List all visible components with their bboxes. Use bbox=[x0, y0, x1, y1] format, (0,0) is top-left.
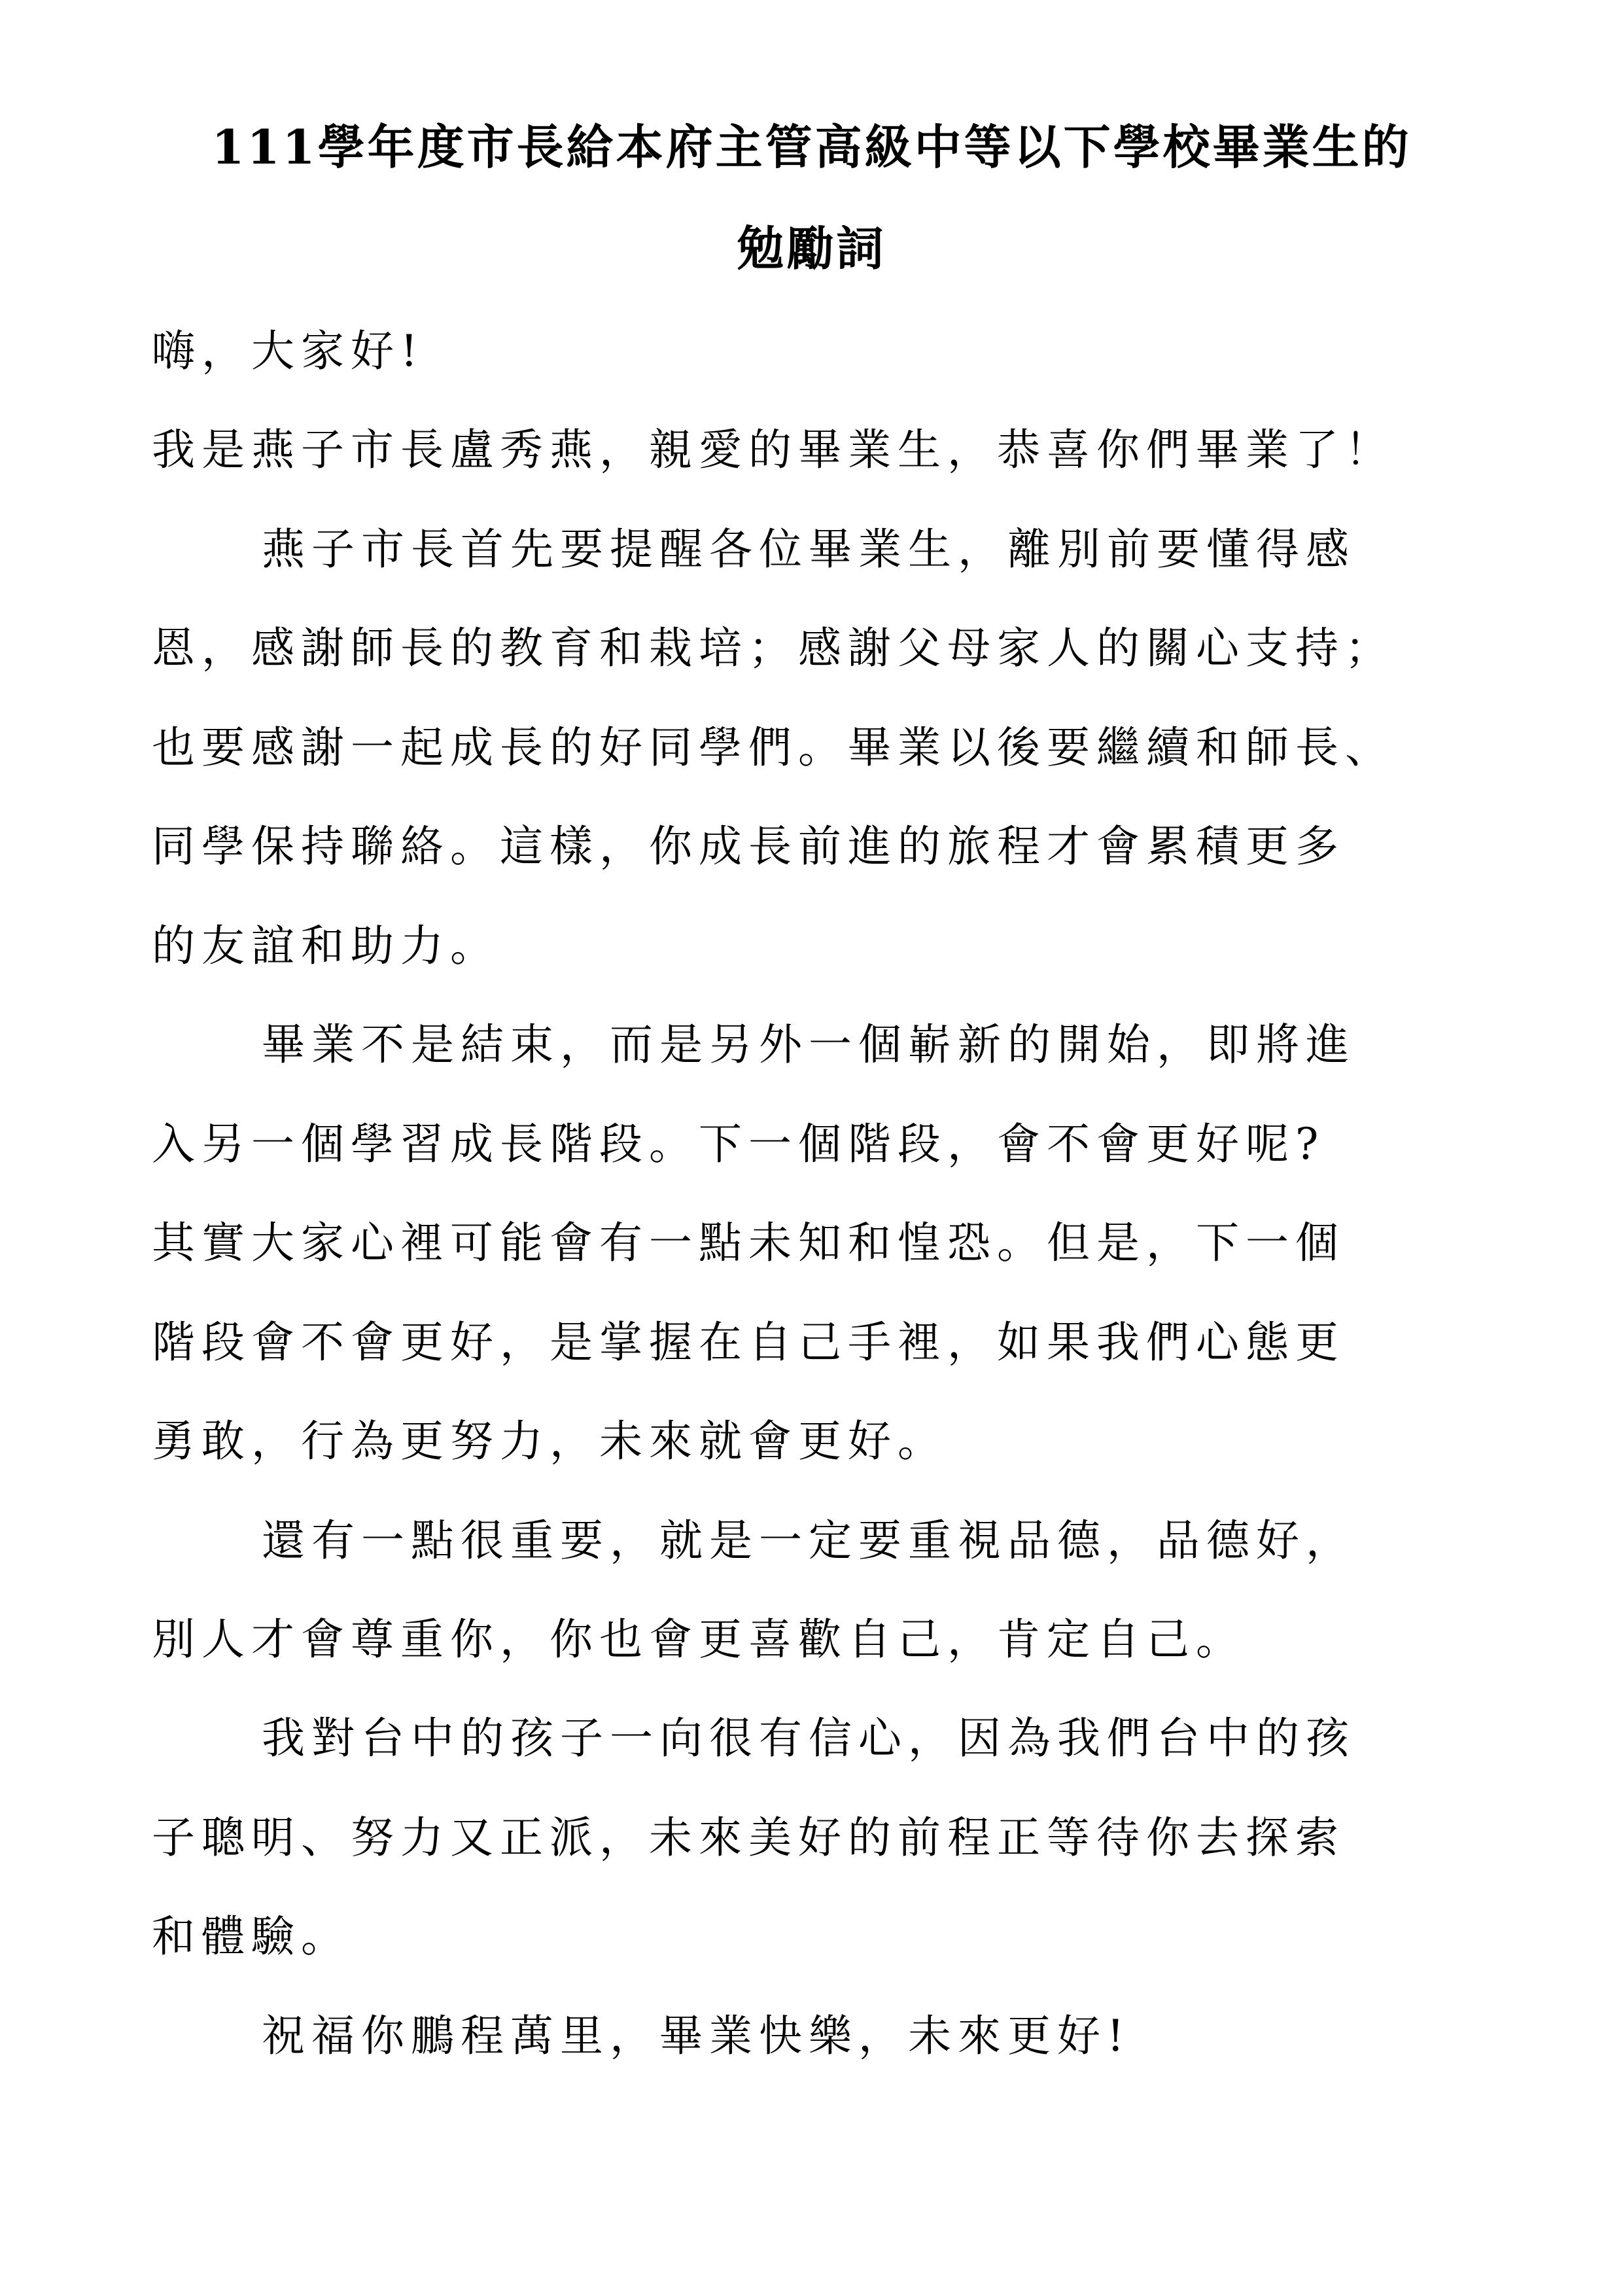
greeting-line: 嗨，大家好! bbox=[152, 326, 425, 376]
paragraph-2-line-5: 勇敢，行為更努力，未來就會更好。 bbox=[152, 1416, 947, 1466]
paragraph-2-line-4: 階段會不會更好，是掌握在自己手裡，如果我們心態更 bbox=[152, 1317, 1345, 1368]
paragraph-1-line-4: 同學保持聯絡。這樣，你成長前進的旅程才會累積更多 bbox=[152, 821, 1345, 872]
paragraph-2-line-2: 入另一個學習成長階段。下一個階段，會不會更好呢? bbox=[152, 1119, 1325, 1169]
paragraph-1-line-5: 的友誼和助力。 bbox=[152, 921, 500, 971]
page-title-line-1: 111學年度市長給本府主管高級中等以下學校畢業生的 bbox=[211, 119, 1412, 175]
paragraph-4-line-2: 子聰明、努力又正派，未來美好的前程正等待你去探索 bbox=[152, 1812, 1345, 1863]
paragraph-2-line-3: 其實大家心裡可能會有一點未知和惶恐。但是，下一個 bbox=[152, 1218, 1345, 1268]
paragraph-3-line-2: 別人才會尊重你，你也會更喜歡自己，肯定自己。 bbox=[152, 1614, 1246, 1665]
paragraph-1-line-2: 恩，感謝師長的教育和栽培；感謝父母家人的關心支持； bbox=[152, 623, 1395, 673]
paragraph-3-line-1: 還有一點很重要，就是一定要重視品德，品德好， bbox=[262, 1515, 1355, 1566]
paragraph-4-line-3: 和體驗。 bbox=[152, 1911, 351, 1962]
paragraph-1-line-3: 也要感謝一起成長的好同學們。畢業以後要繼續和師長、 bbox=[152, 722, 1395, 773]
paragraph-2-line-1: 畢業不是結束，而是另外一個嶄新的開始，即將進 bbox=[262, 1019, 1355, 1070]
closing-blessing-line: 祝福你鵬程萬里，畢業快樂，未來更好! bbox=[262, 2011, 1131, 2061]
page-title-line-2: 勉勵詞 bbox=[737, 221, 886, 276]
paragraph-1-line-1: 燕子市長首先要提醒各位畢業生，離別前要懂得感 bbox=[262, 524, 1355, 574]
paragraph-4-line-1: 我對台中的孩子一向很有信心，因為我們台中的孩 bbox=[262, 1713, 1355, 1763]
introduction-line: 我是燕子市長盧秀燕，親愛的畢業生，恭喜你們畢業了！ bbox=[152, 425, 1395, 475]
